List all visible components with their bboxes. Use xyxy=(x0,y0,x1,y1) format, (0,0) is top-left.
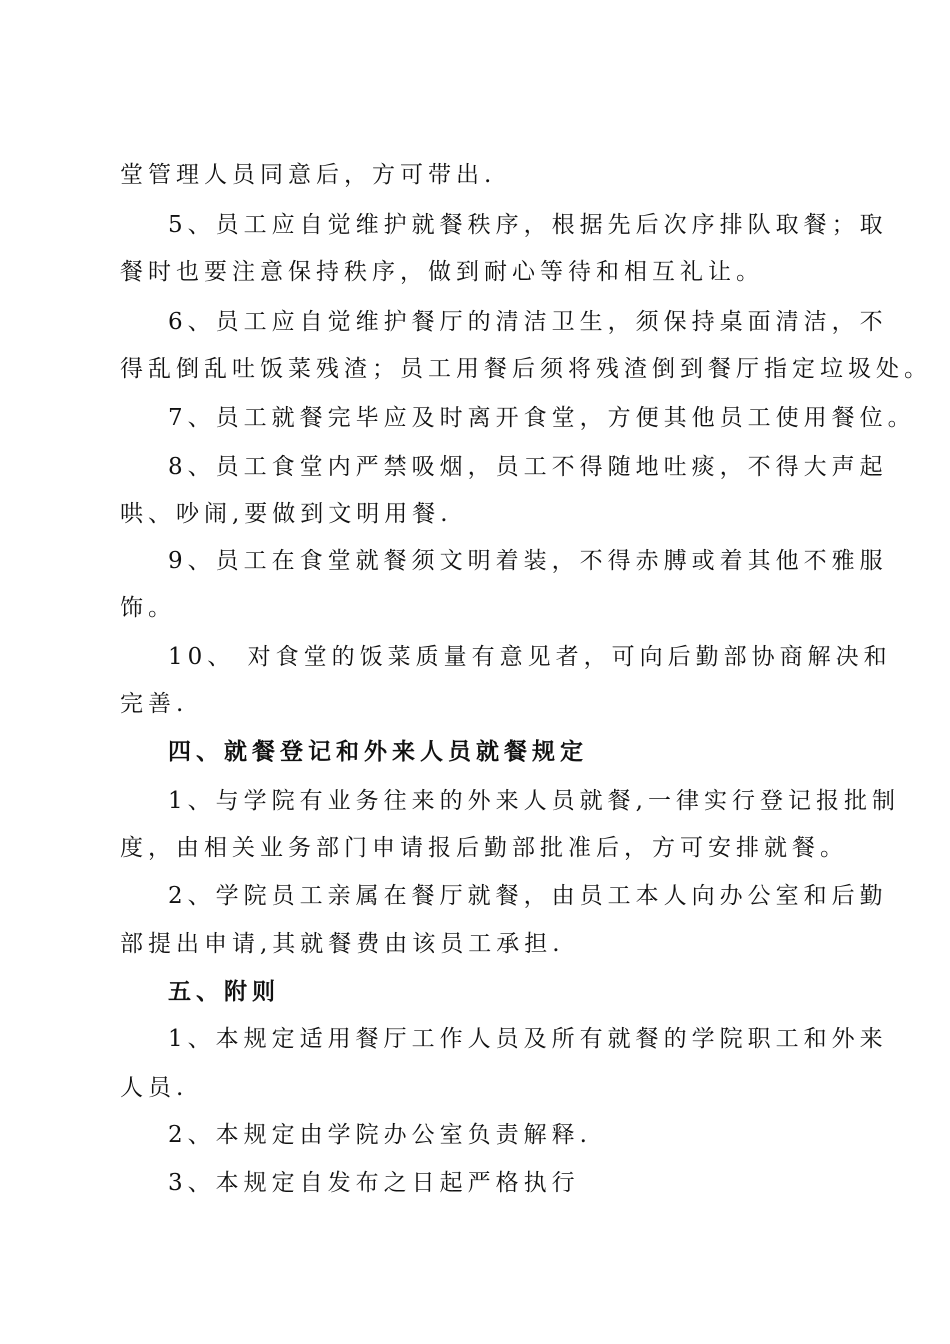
paragraph-line: 10、 对食堂的饭菜质量有意见者，可向后勤部协商解决和 xyxy=(168,644,892,670)
paragraph-line: 完善. xyxy=(120,691,189,717)
paragraph-line: 得乱倒乱吐饭菜残渣；员工用餐后须将残渣倒到餐厅指定垃圾处。 xyxy=(120,356,932,382)
paragraph-line: 5、员工应自觉维护就餐秩序，根据先后次序排队取餐；取 xyxy=(168,212,888,238)
paragraph-line: 2、本规定由学院办公室负责解释. xyxy=(168,1122,592,1148)
paragraph-line: 8、员工食堂内严禁吸烟，员工不得随地吐痰，不得大声起 xyxy=(168,454,888,480)
paragraph-line: 1、本规定适用餐厅工作人员及所有就餐的学院职工和外来 xyxy=(168,1026,888,1052)
paragraph-line: 9、员工在食堂就餐须文明着装，不得赤膊或着其他不雅服 xyxy=(168,548,888,574)
paragraph-line: 3、本规定自发布之日起严格执行 xyxy=(168,1170,580,1196)
section-heading: 四、就餐登记和外来人员就餐规定 xyxy=(168,738,588,765)
paragraph-line: 餐时也要注意保持秩序，做到耐心等待和相互礼让。 xyxy=(120,259,764,285)
paragraph-line: 堂管理人员同意后，方可带出. xyxy=(120,162,497,188)
paragraph-line: 7、员工就餐完毕应及时离开食堂，方便其他员工使用餐位。 xyxy=(168,405,916,431)
paragraph-line: 度，由相关业务部门申请报后勤部批准后，方可安排就餐。 xyxy=(120,835,848,861)
paragraph-line: 部提出申请,其就餐费由该员工承担. xyxy=(120,931,565,957)
paragraph-line: 2、学院员工亲属在餐厅就餐，由员工本人向办公室和后勤 xyxy=(168,883,888,909)
paragraph-line: 人员. xyxy=(120,1075,189,1101)
section-heading: 五、附则 xyxy=(168,978,280,1005)
paragraph-line: 6、员工应自觉维护餐厅的清洁卫生，须保持桌面清洁，不 xyxy=(168,309,888,335)
paragraph-line: 哄、吵闹,要做到文明用餐. xyxy=(120,501,453,527)
paragraph-line: 1、与学院有业务往来的外来人员就餐,一律实行登记报批制 xyxy=(168,788,900,814)
paragraph-line: 饰。 xyxy=(120,595,176,621)
